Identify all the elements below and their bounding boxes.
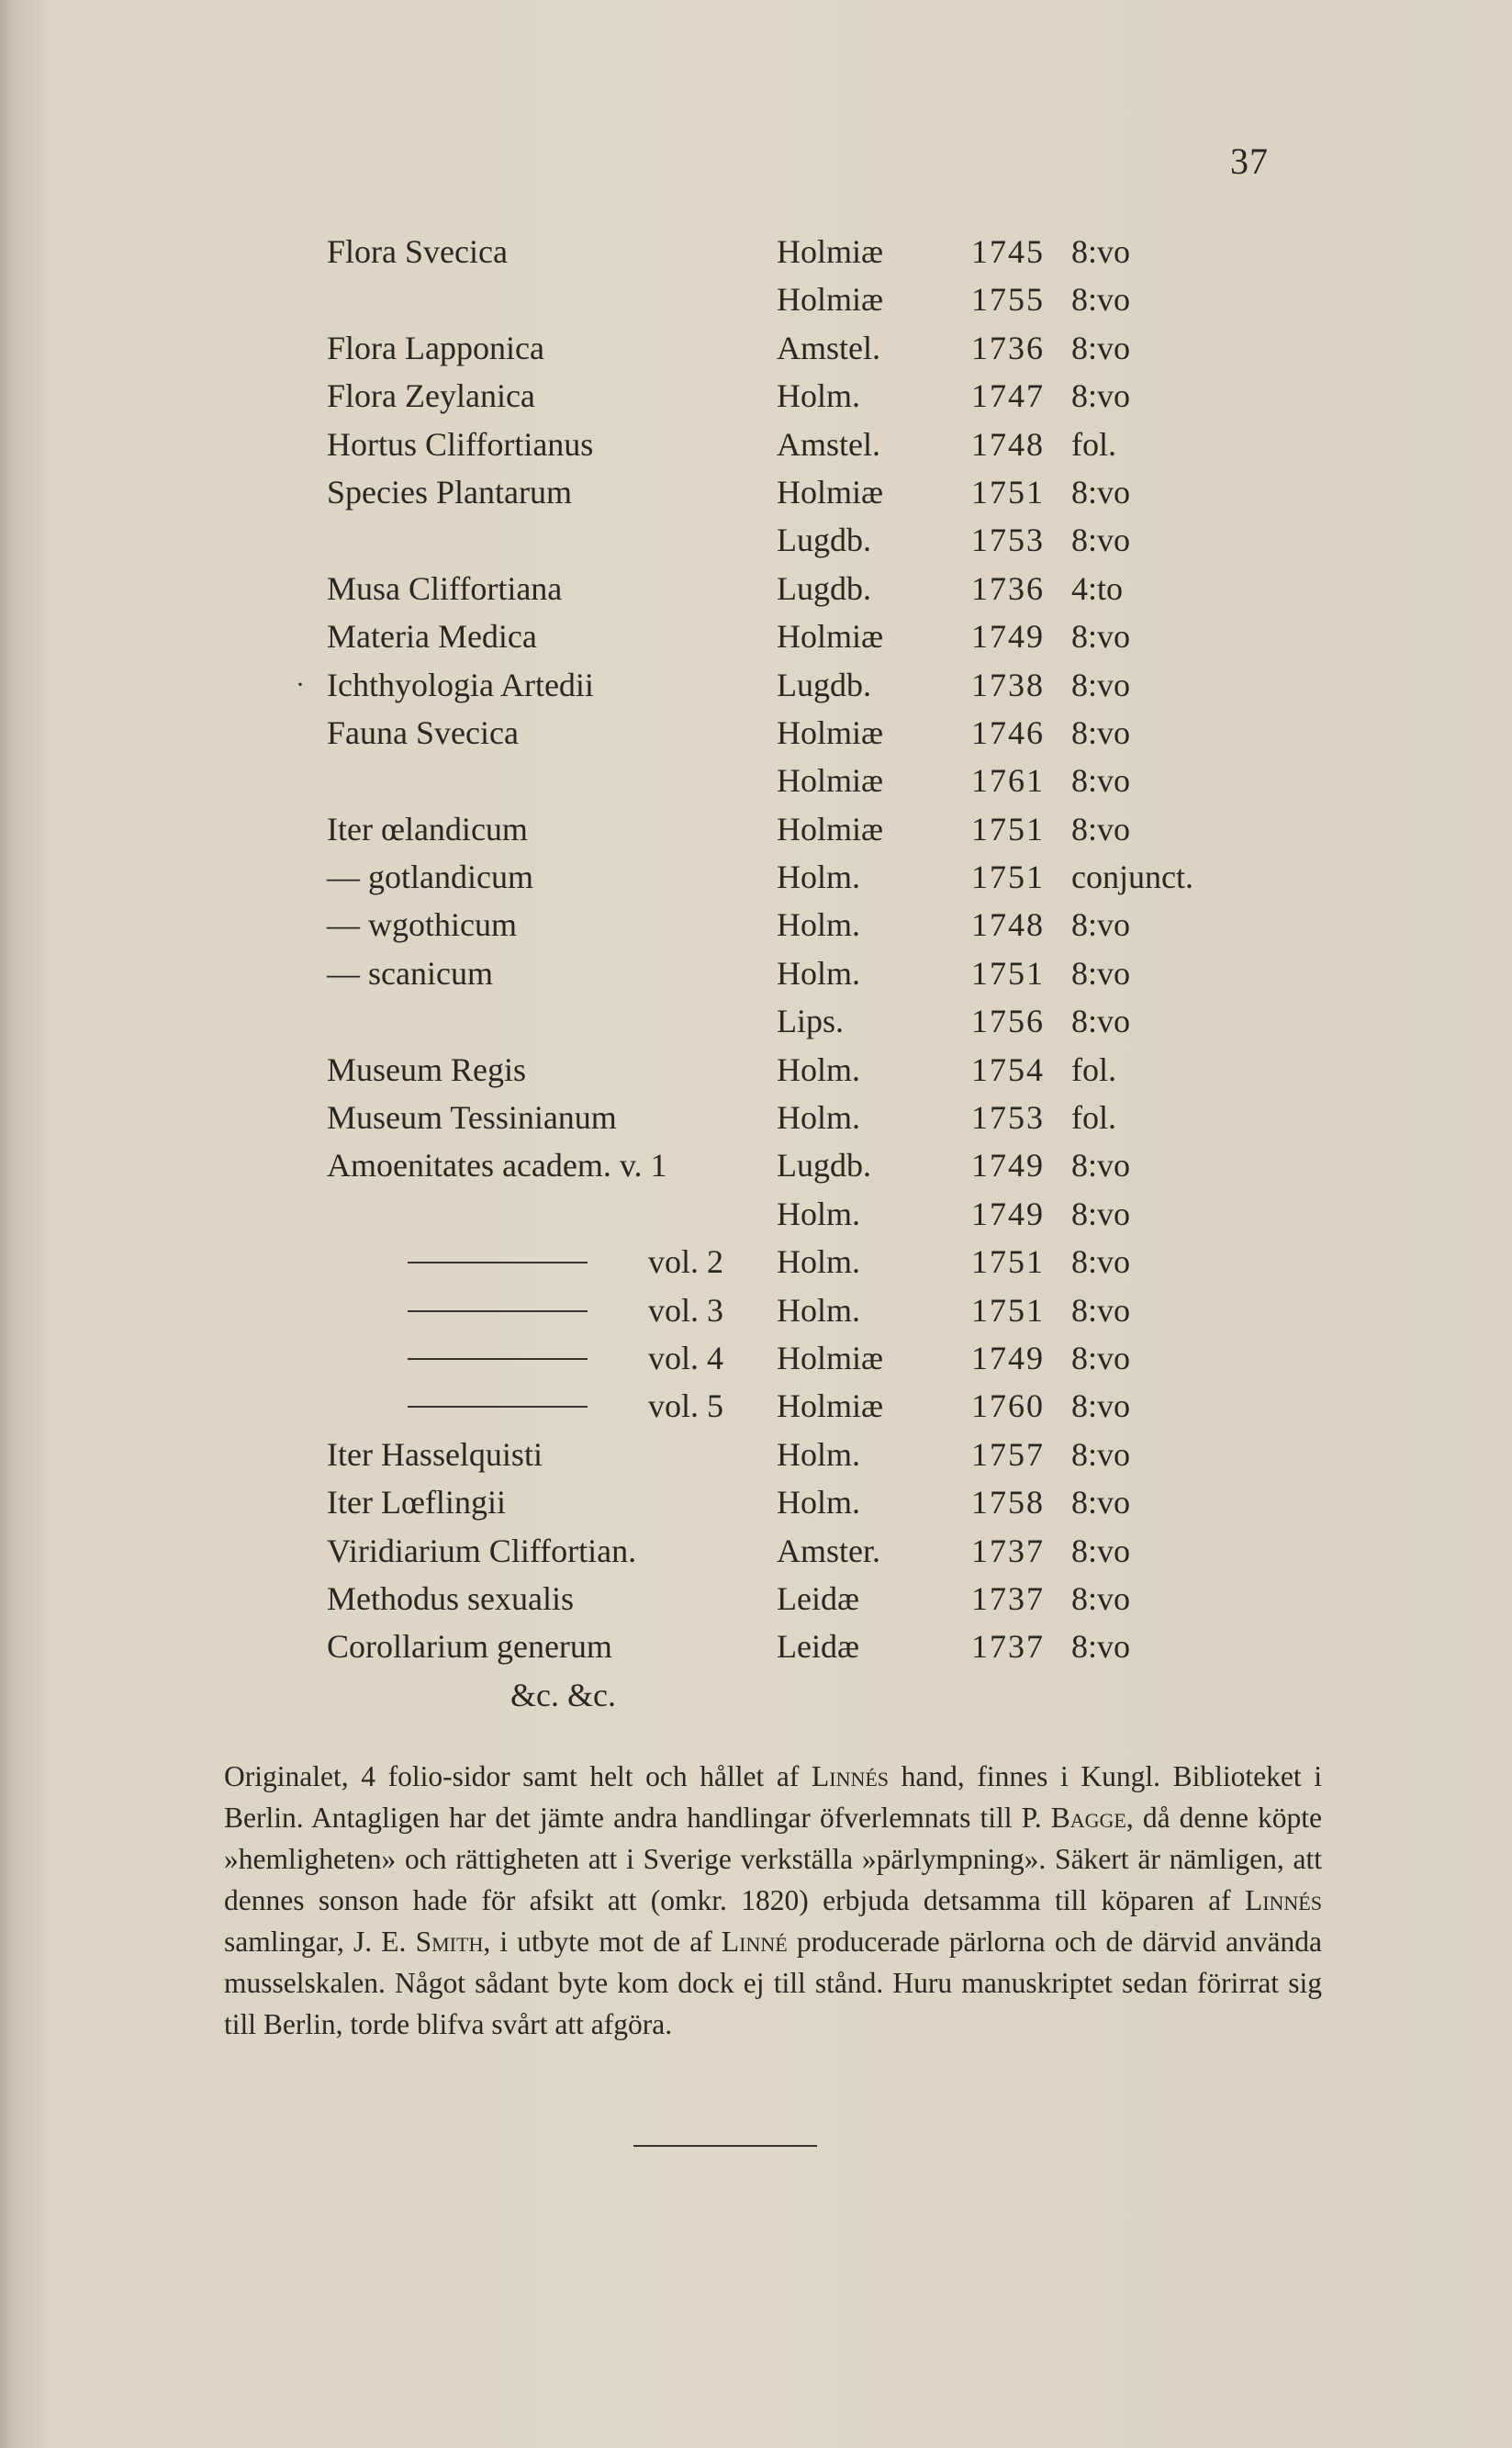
- format: 8:vo: [1071, 1435, 1131, 1473]
- year: 1751: [971, 473, 1045, 511]
- year: 1757: [971, 1435, 1045, 1473]
- catalog-row: [0, 949, 1512, 997]
- year: 1738: [971, 666, 1045, 703]
- name-linne: Linné: [721, 1926, 788, 1958]
- catalog-row: [0, 1094, 1512, 1141]
- work-title: Iter Lœflingii: [327, 1484, 506, 1522]
- place: Lips.: [777, 1003, 845, 1040]
- place: Holmiæ: [777, 233, 884, 270]
- format: 8:vo: [1071, 281, 1131, 319]
- format: 8:vo: [1071, 810, 1131, 848]
- format: 8:vo: [1071, 954, 1131, 992]
- work-title: Iter Hasselquisti: [327, 1435, 543, 1473]
- work-title: Methodus sexualis: [327, 1579, 574, 1617]
- format: 8:vo: [1071, 1147, 1131, 1185]
- year: 1749: [971, 1339, 1045, 1376]
- catalog-row: [0, 1478, 1512, 1526]
- year: 1760: [971, 1387, 1045, 1425]
- place: Holmiæ: [777, 762, 884, 800]
- catalog-row: [0, 516, 1512, 564]
- work-title: Musa Cliffortiana: [327, 569, 563, 607]
- place: Holm.: [777, 1050, 861, 1088]
- note-text: Originalet, 4 folio-sidor samt helt och hållet af: [224, 1760, 812, 1792]
- format: 8:vo: [1071, 473, 1131, 511]
- format: 8:vo: [1071, 1339, 1131, 1376]
- place: Leidæ: [777, 1628, 859, 1666]
- work-title: Hortus Cliffortianus: [327, 425, 594, 463]
- year: 1761: [971, 762, 1045, 800]
- note-text: , i utbyte mot de af: [483, 1926, 722, 1958]
- format: 8:vo: [1071, 1484, 1131, 1522]
- catalog-row: [0, 1527, 1512, 1575]
- work-title: Flora Svecica: [327, 233, 508, 270]
- format: 8:vo: [1071, 1291, 1131, 1329]
- place: Holm.: [777, 1435, 861, 1473]
- work-title: Ichthyologia Artedii: [327, 666, 594, 703]
- format: 8:vo: [1071, 1003, 1131, 1040]
- format: 8:vo: [1071, 1243, 1131, 1281]
- catalog-list: [0, 228, 1512, 1719]
- place: Holmiæ: [777, 281, 884, 319]
- year: 1753: [971, 522, 1045, 559]
- place: Amster.: [777, 1532, 880, 1569]
- catalog-row: [0, 805, 1512, 853]
- work-title: Flora Lapponica: [327, 329, 544, 366]
- catalog-row: [0, 901, 1512, 949]
- catalog-row: [0, 612, 1512, 660]
- place: Holm.: [777, 1484, 861, 1522]
- work-title: Materia Medica: [327, 618, 537, 656]
- catalog-row: [0, 1382, 1512, 1430]
- year: 1749: [971, 618, 1045, 656]
- etc-text: &c. &c.: [510, 1676, 616, 1713]
- catalog-row: [0, 1286, 1512, 1334]
- format: 8:vo: [1071, 329, 1131, 366]
- note-text: producerade pärlorna och de därvid använda musselskalen. Något sådant byte kom dock ej till stånd. Huru manuskriptet sedan förirrat sig till Berlin, torde blifva svårt att afgöra.: [224, 1926, 1322, 2040]
- year: 1736: [971, 329, 1045, 366]
- format: fol.: [1071, 1050, 1116, 1088]
- work-title: Amoenitates academ. v. 1: [327, 1147, 667, 1185]
- work-title: Iter œlandicum: [327, 810, 528, 848]
- catalog-row: [0, 565, 1512, 612]
- format: 8:vo: [1071, 1579, 1131, 1617]
- note-text: samlingar, J. E.: [224, 1926, 416, 1958]
- name-bagge: Bagge: [1050, 1802, 1126, 1834]
- place: Holm.: [777, 1291, 861, 1329]
- format: 8:vo: [1071, 618, 1131, 656]
- catalog-row: [0, 1671, 1512, 1719]
- name-smith: Smith: [415, 1926, 484, 1958]
- place: Holmiæ: [777, 473, 884, 511]
- year: 1749: [971, 1195, 1045, 1232]
- year: 1751: [971, 859, 1045, 896]
- catalog-row: [0, 661, 1512, 709]
- catalog-row: [0, 853, 1512, 901]
- work-title: Species Plantarum: [327, 473, 572, 511]
- place: Amstel.: [777, 425, 880, 463]
- catalog-row: [0, 421, 1512, 468]
- format: conjunct.: [1071, 859, 1193, 896]
- format: 8:vo: [1071, 762, 1131, 800]
- work-title: Museum Tessinianum: [327, 1099, 617, 1137]
- year: 1748: [971, 425, 1045, 463]
- place: Holm.: [777, 906, 861, 944]
- year: 1737: [971, 1579, 1045, 1617]
- ditto-rule: [408, 1310, 588, 1312]
- volume-number: vol. 2: [648, 1243, 724, 1281]
- format: fol.: [1071, 1099, 1116, 1137]
- ditto-rule: [408, 1358, 588, 1360]
- format: 8:vo: [1071, 1532, 1131, 1569]
- margin-dot: ·: [296, 668, 305, 700]
- catalog-row: [0, 1141, 1512, 1189]
- year: 1751: [971, 1243, 1045, 1281]
- year: 1745: [971, 233, 1045, 270]
- place: Lugdb.: [777, 666, 871, 703]
- volume-number: vol. 4: [648, 1339, 724, 1376]
- work-title: Flora Zeylanica: [327, 377, 535, 415]
- catalog-row: [0, 1334, 1512, 1382]
- note-text: , då denne köpte »hemligheten» och rättigheten att i Sverige verkställa »pärlympning». Säkert är nämligen, att dennes sonson hade för afsikt att (omkr. 1820) erbjuda detsamma till köparen af: [224, 1802, 1322, 1916]
- place: Holmiæ: [777, 713, 884, 751]
- format: 8:vo: [1071, 713, 1131, 751]
- place: Holm.: [777, 859, 861, 896]
- ditto-rule: [408, 1262, 588, 1263]
- catalog-row: [0, 1623, 1512, 1670]
- format: 8:vo: [1071, 522, 1131, 559]
- place: Amstel.: [777, 329, 880, 366]
- catalog-row: [0, 228, 1512, 275]
- year: 1749: [971, 1147, 1045, 1185]
- name-linnes: Linnés: [812, 1760, 890, 1792]
- year: 1754: [971, 1050, 1045, 1088]
- place: Holmiæ: [777, 1387, 884, 1425]
- format: 8:vo: [1071, 906, 1131, 944]
- year: 1755: [971, 281, 1045, 319]
- catalog-row: [0, 1575, 1512, 1623]
- year: 1758: [971, 1484, 1045, 1522]
- page-number: 37: [1230, 140, 1269, 182]
- place: Holm.: [777, 377, 861, 415]
- year: 1751: [971, 954, 1045, 992]
- place: Holmiæ: [777, 1339, 884, 1376]
- catalog-row: [0, 372, 1512, 420]
- place: Lugdb.: [777, 522, 871, 559]
- name-linnes: Linnés: [1244, 1884, 1322, 1916]
- format: 8:vo: [1071, 233, 1131, 270]
- format: 8:vo: [1071, 666, 1131, 703]
- format: 8:vo: [1071, 1195, 1131, 1232]
- format: 8:vo: [1071, 1387, 1131, 1425]
- year: 1753: [971, 1099, 1045, 1137]
- year: 1747: [971, 377, 1045, 415]
- work-title: — gotlandicum: [327, 859, 533, 896]
- note-text: hand, finnes i Kungl. Biblioteket i Berlin. Antagligen har det jämte andra handlingar öfverlemnats till P.: [224, 1760, 1322, 1834]
- place: Holm.: [777, 1195, 861, 1232]
- catalog-row: [0, 468, 1512, 516]
- work-title: — wgothicum: [327, 906, 517, 944]
- catalog-row: [0, 709, 1512, 757]
- catalog-row: [0, 757, 1512, 804]
- year: 1737: [971, 1628, 1045, 1666]
- year: 1751: [971, 810, 1045, 848]
- catalog-row: [0, 324, 1512, 372]
- year: 1737: [971, 1532, 1045, 1569]
- place: Holm.: [777, 1243, 861, 1281]
- work-title: Corollarium generum: [327, 1628, 612, 1666]
- work-title: — scanicum: [327, 954, 493, 992]
- catalog-row: [0, 1238, 1512, 1286]
- year: 1736: [971, 569, 1045, 607]
- place: Holmiæ: [777, 810, 884, 848]
- catalog-row: [0, 1190, 1512, 1238]
- place: Holm.: [777, 1099, 861, 1137]
- footnote-paragraph: [224, 1756, 1322, 2045]
- closing-rule: [633, 2145, 817, 2147]
- year: 1751: [971, 1291, 1045, 1329]
- work-title: Viridiarium Cliffortian.: [327, 1532, 637, 1569]
- place: Lugdb.: [777, 569, 871, 607]
- work-title: Museum Regis: [327, 1050, 527, 1088]
- catalog-row: [0, 997, 1512, 1045]
- catalog-row: [0, 1046, 1512, 1094]
- catalog-row: [0, 275, 1512, 323]
- volume-number: vol. 5: [648, 1387, 724, 1425]
- format: fol.: [1071, 425, 1116, 463]
- catalog-row: [0, 1431, 1512, 1478]
- ditto-rule: [408, 1406, 588, 1408]
- work-title: Fauna Svecica: [327, 713, 519, 751]
- year: 1748: [971, 906, 1045, 944]
- format: 8:vo: [1071, 1628, 1131, 1666]
- format: 8:vo: [1071, 377, 1131, 415]
- place: Holm.: [777, 954, 861, 992]
- place: Holmiæ: [777, 618, 884, 656]
- volume-number: vol. 3: [648, 1291, 724, 1329]
- format: 4:to: [1071, 569, 1124, 607]
- place: Lugdb.: [777, 1147, 871, 1185]
- year: 1746: [971, 713, 1045, 751]
- place: Leidæ: [777, 1579, 859, 1617]
- year: 1756: [971, 1003, 1045, 1040]
